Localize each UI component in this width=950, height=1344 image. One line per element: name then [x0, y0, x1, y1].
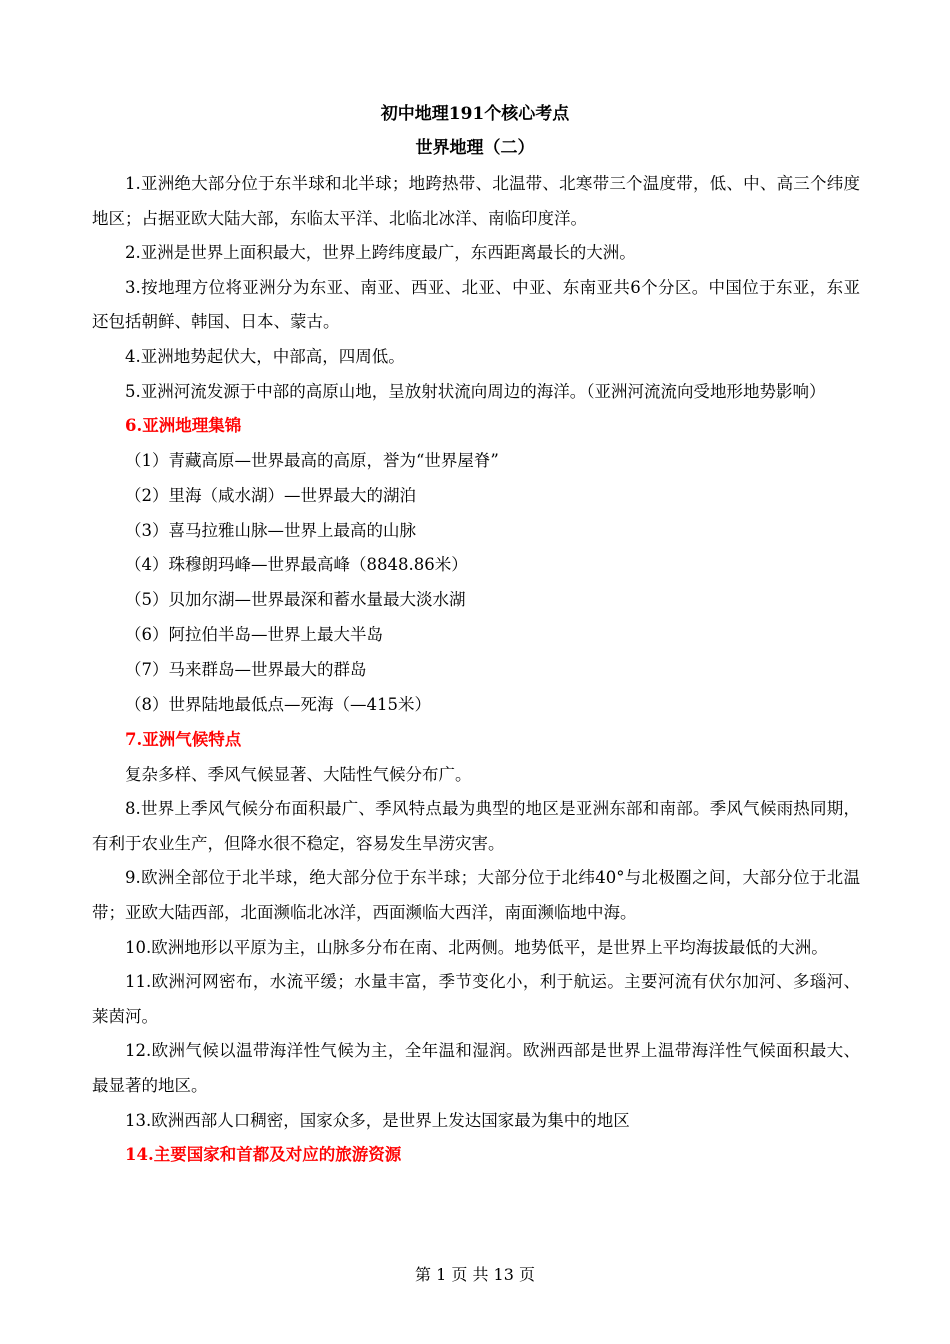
paragraph-12: 12.欧洲气候以温带海洋性气候为主，全年温和湿润。欧洲西部是世界上温带海洋性气候面积最大、最显著的地区。 — [92, 1041, 860, 1095]
document-body — [92, 167, 860, 1173]
list-item: （4）珠穆朗玛峰—世界最高峰（8848.86米） — [125, 555, 468, 575]
list-item: （7）马来群岛—世界最大的群岛 — [125, 660, 367, 680]
paragraph-5: 5.亚洲河流发源于中部的高原山地，呈放射状流向周边的海洋。（亚洲河流流向受地形地势影响） — [125, 381, 826, 401]
document-subtitle: 世界地理（二） — [415, 138, 535, 158]
paragraph-1: 1.亚洲绝大部分位于东半球和北半球；地跨热带、北温带、北寒带三个温度带，低、中、高三个纬度地区；占据亚欧大陆大部，东临太平洋、北临北冰洋、南临印度洋。 — [92, 174, 860, 228]
paragraph-4: 4.亚洲地势起伏大，中部高，四周低。 — [125, 346, 405, 366]
list-item: （6）阿拉伯半岛—世界上最大半岛 — [125, 625, 383, 645]
section-heading-6: 6.亚洲地理集锦 — [125, 416, 242, 436]
paragraph-3: 3.按地理方位将亚洲分为东亚、南亚、西亚、北亚、中亚、东南亚共6个分区。中国位于东亚，东亚还包括朝鲜、韩国、日本、蒙古。 — [92, 277, 860, 332]
list-item: （1）青藏高原—世界最高的高原，誉为“世界屋脊” — [125, 450, 499, 470]
paragraph-8: 8.世界上季风气候分布面积最广、季风特点最为典型的地区是亚洲东部和南部。季风气候雨热同期，有利于农业生产，但降水很不稳定，容易发生旱涝灾害。 — [92, 799, 860, 853]
document-title: 初中地理191个核心考点 — [380, 104, 570, 124]
paragraph-9: 9.欧洲全部位于北半球，绝大部分位于东半球；大部分位于北纬40°与北极圈之间，大部分位于北温带；亚欧大陆西部，北面濒临北冰洋，西面濒临大西洋，南面濒临地中海。 — [92, 868, 860, 922]
section-heading-7: 7.亚洲气候特点 — [125, 730, 242, 749]
paragraph-climate: 复杂多样、季风气候显著、大陆性气候分布广。 — [125, 764, 472, 784]
paragraph-13: 13.欧洲西部人口稠密，国家众多，是世界上发达国家最为集中的地区 — [125, 1110, 630, 1130]
list-item: （3）喜马拉雅山脉—世界上最高的山脉 — [125, 520, 416, 540]
page-footer: 第 1 页 共 13 页 — [415, 1265, 535, 1284]
list-item: （8）世界陆地最低点—死海（—415米） — [125, 695, 431, 715]
paragraph-2: 2.亚洲是世界上面积最大，世界上跨纬度最广，东西距离最长的大洲。 — [125, 243, 636, 263]
paragraph-10: 10.欧洲地形以平原为主，山脉多分布在南、北两侧。地势低平，是世界上平均海拔最低的大洲。 — [125, 937, 828, 957]
list-item: （5）贝加尔湖—世界最深和蓄水量最大淡水湖 — [125, 590, 466, 610]
paragraph-11: 11.欧洲河网密布，水流平缓；水量丰富，季节变化小，利于航运。主要河流有伏尔加河、多瑙河、莱茵河。 — [92, 972, 860, 1026]
list-item: （2）里海（咸水湖）—世界最大的湖泊 — [125, 485, 416, 505]
section-heading-14: 14.主要国家和首都及对应的旅游资源 — [125, 1145, 402, 1165]
